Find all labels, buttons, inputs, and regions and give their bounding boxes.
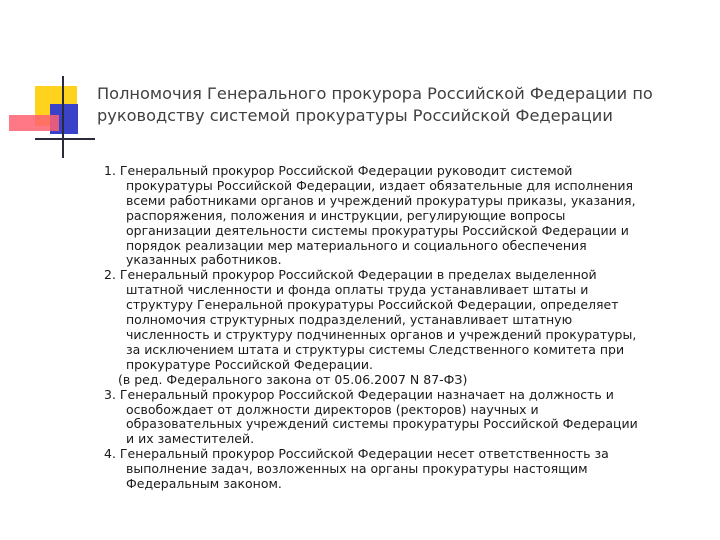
item-2-line-2: штатной численности и фонда оплаты труда устанавливает штаты и — [126, 282, 589, 298]
item-4-line-2: выполнение задач, возложенных на органы прокуратуры настоящим — [126, 461, 588, 477]
item-4-line-3: Федеральным законом. — [126, 476, 282, 492]
item-2-line-3: структуру Генеральной прокуратуры Российской Федерации, определяет — [126, 297, 619, 313]
item-1-line-6: порядок реализации мер материального и социального обеспечения — [126, 237, 587, 253]
horizontal-line-decoration — [35, 138, 95, 140]
amendment-note: (в ред. Федерального закона от 05.06.2007 N 87-ФЗ) — [118, 371, 468, 387]
item-1-line-3: всеми работниками органов и учреждений прокуратуры приказы, указания, — [126, 192, 636, 208]
slide-body — [104, 164, 694, 492]
list-item-4 — [104, 447, 694, 492]
item-3-first-line: 3. Генеральный прокурор Российской Федерации назначает на должность и — [104, 386, 614, 402]
item-2-line-6: за исключением штата и структуры системы Следственного комитета при — [126, 341, 625, 357]
item-3-line-3: образовательных учреждений системы прокуратуры Российской Федерации — [126, 416, 638, 432]
item-3-line-4: и их заместителей. — [126, 431, 255, 447]
item-2-line-7: прокуратуре Российской Федерации. — [126, 356, 374, 372]
item-2-line-4: полномочия структурных подразделений, устанавливает штатную — [126, 312, 573, 328]
item-1-line-4: распоряжения, положения и инструкции, регулирующие вопросы — [126, 207, 566, 223]
title-line-2: руководству системой прокуратуры Российской Федерации — [97, 106, 613, 125]
list-item-1 — [104, 164, 694, 268]
yellow-square-decoration — [35, 86, 77, 126]
item-2-line-5: численность и структуру подчиненных органов и учреждений прокуратуры, — [126, 326, 637, 342]
slide-title — [97, 83, 707, 127]
list-item-2 — [104, 268, 694, 372]
item-2-first-line: 2. Генеральный прокурор Российской Федерации в пределах выделенной — [104, 267, 597, 283]
item-1-line-7: указанных работников. — [126, 252, 282, 268]
item-1-first-line: 1. Генеральный прокурор Российской Федерации руководит системой — [104, 163, 573, 178]
item-1-line-2: прокуратуры Российской Федерации, издает обязательные для исполнения — [126, 177, 634, 193]
blue-square-decoration — [50, 104, 78, 134]
item-1-line-5: организации деятельности системы прокуратуры Российской Федерации и — [126, 222, 629, 238]
item-4-first-line: 4. Генеральный прокурор Российской Федерации несет ответственность за — [104, 446, 609, 462]
title-line-1: Полномочия Генерального прокурора Российской Федерации по — [97, 84, 653, 103]
vertical-line-decoration — [62, 76, 64, 158]
red-bar-decoration — [9, 115, 59, 131]
item-3-line-2: освобождает от должности директоров (ректоров) научных и — [126, 401, 539, 417]
list-item-3 — [104, 388, 694, 448]
